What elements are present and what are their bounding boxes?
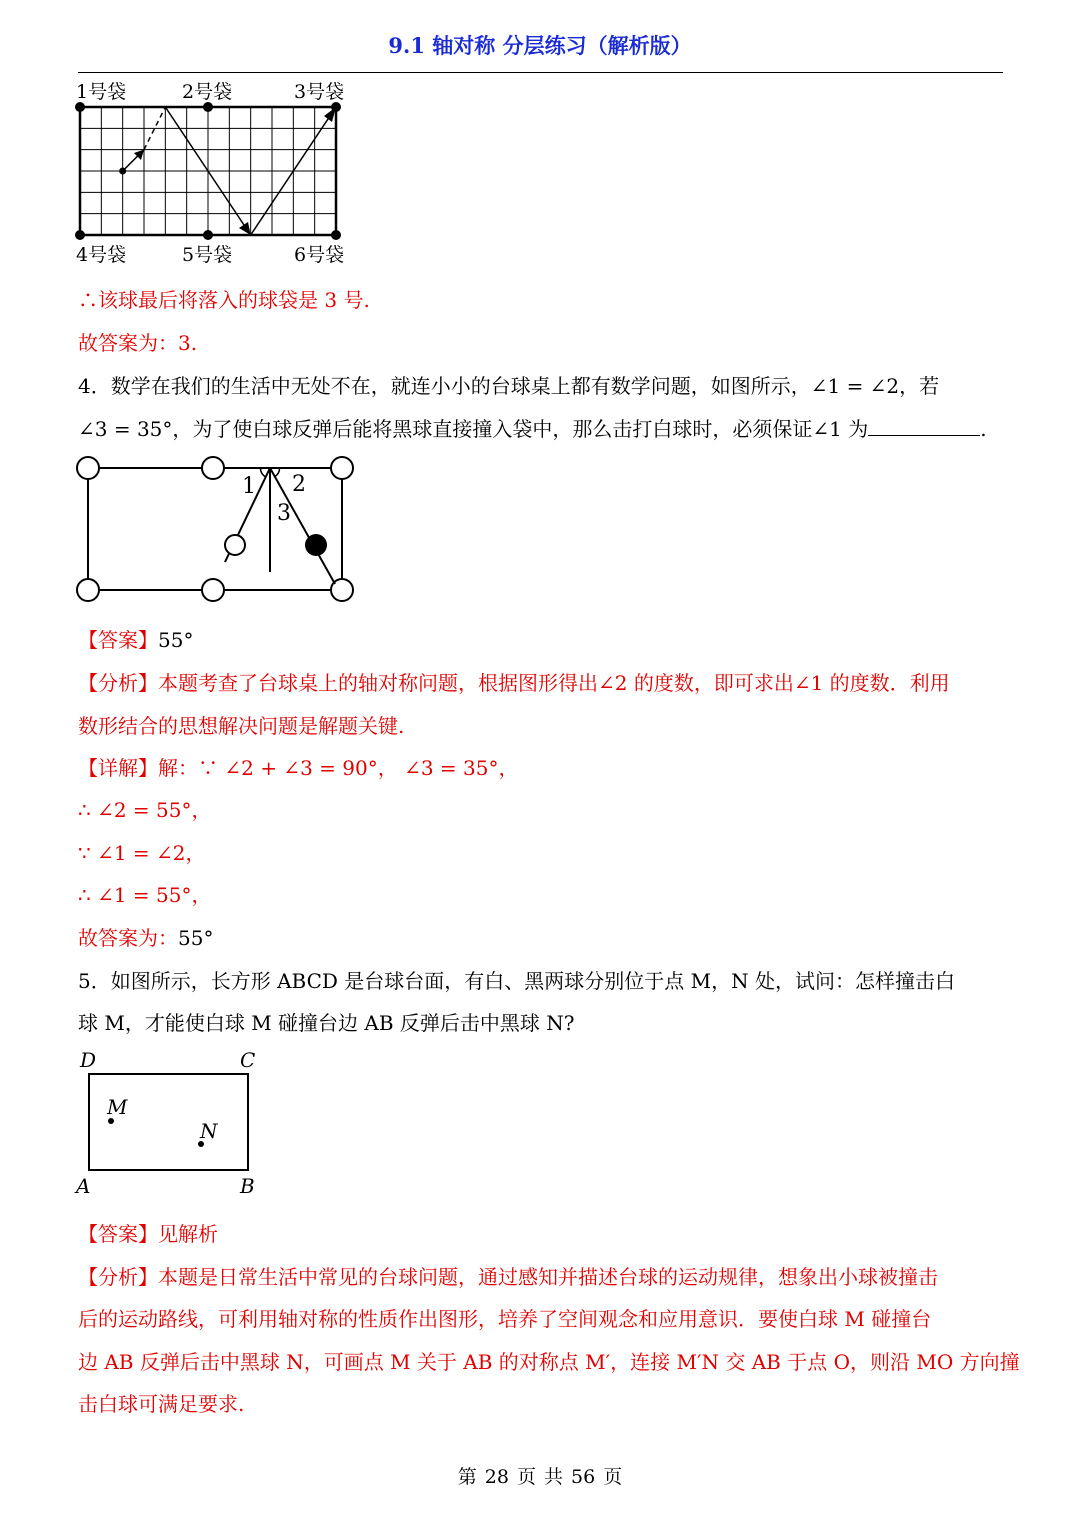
point-label-m: M (107, 1095, 128, 1119)
vertex-label-c: C (240, 1048, 256, 1072)
pocket-6 (331, 230, 341, 240)
q5-analysis-tag: 【分析】 (78, 1265, 158, 1289)
q4-detail-line4: ∴ ∠1 = 55°， (78, 883, 212, 907)
q4-answer-blank (868, 417, 980, 436)
pocket-4 (75, 230, 85, 240)
page-header-title: 9.1 轴对称 分层练习（解析版） (388, 33, 692, 58)
q4-analysis-tag: 【分析】 (78, 671, 158, 695)
q4-detail-line1 (78, 752, 518, 781)
q4-detail-line3: ∵ ∠1 = ∠2， (78, 841, 206, 865)
q4-text-line2-body: ∠3 = 35°，为了使白球反弹后能将黑球直接撞入袋中，那么击打白球时，必须保证∠1 为 (78, 417, 869, 441)
q5-analysis-line3: 边 AB 反弹后击中黑球 N，可画点 M 关于 AB 的对称点 M′，连接 M′N 交 AB 于点 O，则沿 MO 方向撞 (78, 1350, 1020, 1374)
point-label-n: N (200, 1119, 218, 1143)
label-bag-1: 1号袋 (76, 81, 127, 103)
path-arrowhead-2 (324, 107, 336, 122)
q5-answer-tag: 【答案】 (78, 1222, 158, 1246)
angle-label-2: 2 (292, 472, 306, 497)
label-bag-3: 3号袋 (294, 81, 345, 103)
q5-answer (78, 1218, 218, 1247)
billiard-grid-figure (70, 78, 360, 268)
page-footer (0, 1462, 1080, 1489)
pocket-5 (203, 230, 213, 240)
q4-detail-body1: 解：∵ ∠2 + ∠3 = 90°， ∠3 = 35°， (158, 756, 519, 780)
q4-analysis-line1 (78, 667, 950, 696)
vertex-label-b: B (240, 1174, 255, 1198)
white-ball (225, 535, 245, 555)
footer-page-number: 28 (484, 1466, 509, 1488)
angle-2-arc (275, 468, 280, 477)
q4-detail-line2: ∴ ∠2 = 55°， (78, 798, 212, 822)
q4-final-answer (78, 922, 213, 951)
pocket-1 (75, 102, 85, 112)
prev-conclusion: ∴该球最后将落入的球袋是 3 号. (78, 288, 370, 312)
label-bag-4: 4号袋 (76, 244, 127, 266)
pocket-top-right (331, 457, 353, 479)
pocket-bottom-middle (202, 579, 224, 601)
q4-answer-tag: 【答案】 (78, 628, 158, 652)
q4-analysis-body1: 本题考查了台球桌上的轴对称问题，根据图形得出∠2 的度数，即可求出∠1 的度数．利用 (158, 671, 950, 695)
path-arrowhead-1 (239, 222, 251, 235)
q5-answer-value: 见解析 (158, 1222, 218, 1246)
q4-text-line2 (78, 413, 987, 442)
angle-label-1: 1 (242, 474, 256, 499)
q4-final-text: 故答案为： (78, 926, 178, 950)
q4-detail-tag: 【详解】 (78, 756, 158, 780)
q5-analysis-line2: 后的运动路线，可利用轴对称的性质作出图形，培养了空间观念和应用意识．要使白球 M 碰撞台 (78, 1307, 932, 1331)
q5-analysis-line1 (78, 1261, 938, 1290)
pocket-2 (203, 102, 213, 112)
q4-final-value: 55° (178, 926, 214, 950)
prev-final-answer: 故答案为：3. (78, 331, 198, 355)
ball (119, 168, 126, 175)
vertex-label-a: A (76, 1174, 91, 1198)
label-bag-5: 5号袋 (182, 244, 233, 266)
footer-suffix: 页 (603, 1466, 623, 1488)
q4-analysis-line2: 数形结合的思想解决问题是解题关键. (78, 714, 405, 738)
footer-total-word: 共 (544, 1466, 564, 1488)
q5-analysis-body1: 本题是日常生活中常见的台球问题，通过感知并描述台球的运动规律，想象出小球被撞击 (158, 1265, 938, 1289)
pool-table-figure (70, 452, 365, 610)
q5-text-line2: 球 M，才能使白球 M 碰撞台边 AB 反弹后击中黑球 N? (78, 1011, 575, 1035)
q4-text-line2-end: . (980, 417, 987, 441)
footer-page-word: 页 (516, 1466, 536, 1488)
label-bag-6: 6号袋 (294, 244, 345, 266)
black-ball (305, 534, 327, 556)
q5-analysis-line4: 击白球可满足要求. (78, 1392, 245, 1416)
rectangle-abcd-figure (70, 1045, 270, 1200)
pocket-bottom-left (77, 579, 99, 601)
vertex-label-d: D (80, 1048, 97, 1072)
label-bag-2: 2号袋 (182, 81, 233, 103)
angle-label-3: 3 (277, 501, 291, 526)
footer-prefix: 第 (457, 1466, 477, 1488)
footer-total-pages: 56 (571, 1466, 596, 1488)
q4-answer-value: 55° (158, 628, 194, 652)
q4-answer (78, 624, 193, 653)
q5-text-line1: 5．如图所示，长方形 ABCD 是台球台面，有白、黑两球分别位于点 M，N 处，试问：怎样撞击白 (78, 969, 955, 993)
q4-text-line1: 4．数学在我们的生活中无处不在，就连小小的台球桌上都有数学问题，如图所示，∠1 = ∠2，若 (78, 374, 940, 398)
pocket-top-middle (202, 457, 224, 479)
angle-1-arc (260, 468, 266, 477)
header-rule (78, 72, 1003, 73)
pocket-top-left (77, 457, 99, 479)
